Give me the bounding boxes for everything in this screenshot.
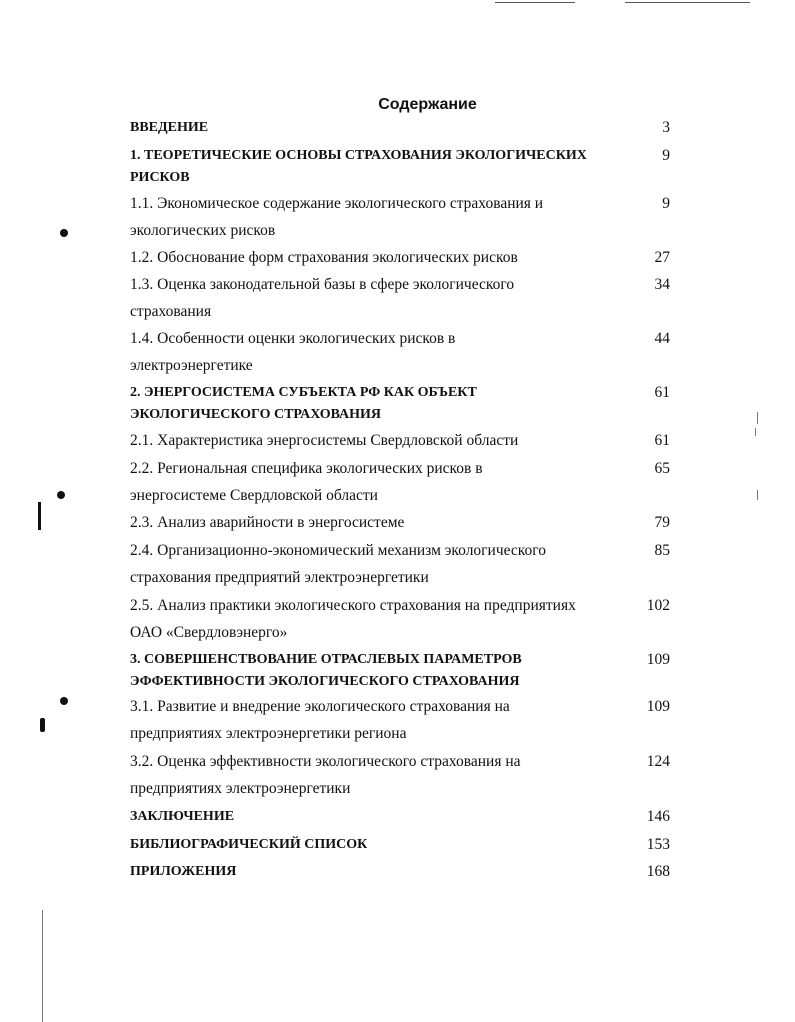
toc-entry-text: 2. ЭНЕРГОСИСТЕМА СУБЪЕКТА РФ КАК ОБЪЕКТ bbox=[130, 385, 477, 400]
toc-page-number: 34 bbox=[654, 276, 670, 293]
toc-page-number: 65 bbox=[654, 460, 670, 477]
toc-entry-text: предприятиях электроэнергетики региона bbox=[130, 725, 407, 742]
toc-page-number: 9 bbox=[662, 147, 670, 164]
toc-entry-text: страхования предприятий электроэнергетики bbox=[130, 569, 429, 586]
toc-entry-text: энергосистеме Свердловской области bbox=[130, 487, 378, 504]
toc-page-number: 27 bbox=[654, 249, 670, 266]
toc-entry-text: ЭКОЛОГИЧЕСКОГО СТРАХОВАНИЯ bbox=[130, 407, 382, 422]
toc-page-number: 61 bbox=[654, 432, 670, 449]
toc-entry-text: ПРИЛОЖЕНИЯ bbox=[130, 864, 237, 879]
toc-entry-text: ОАО «Свердловэнерго» bbox=[130, 624, 288, 641]
punch-hole-mark bbox=[57, 491, 65, 499]
toc-entry-text: 2.3. Анализ аварийности в энергосистеме bbox=[130, 514, 405, 531]
toc-entry-text: 2.5. Анализ практики экологического страхования на предприятиях bbox=[130, 597, 576, 614]
toc-entry-text: 1.2. Обоснование форм страхования экологических рисков bbox=[130, 249, 518, 266]
toc-entry-text: электроэнергетике bbox=[130, 357, 253, 374]
toc-entry-text: 1.3. Оценка законодательной базы в сфере экологического bbox=[130, 276, 515, 293]
punch-hole-mark bbox=[60, 229, 68, 237]
toc-entry-text: ВВЕДЕНИЕ bbox=[130, 120, 209, 135]
toc-entry-text: экологических рисков bbox=[130, 222, 276, 239]
scan-artifact-stroke bbox=[40, 718, 45, 732]
scan-artifact-stroke bbox=[38, 502, 41, 530]
toc-entry-text: 2.2. Региональная специфика экологических рисков в bbox=[130, 460, 483, 477]
toc-page-number: 109 bbox=[646, 698, 670, 715]
toc-page-number: 102 bbox=[646, 597, 670, 614]
scan-artifact-top-left bbox=[495, 2, 575, 3]
toc-entry-text: ЗАКЛЮЧЕНИЕ bbox=[130, 809, 235, 824]
toc-entry-text: 2.1. Характеристика энергосистемы Свердловской области bbox=[130, 432, 519, 449]
punch-hole-mark bbox=[60, 697, 68, 705]
scan-artifact-edge bbox=[42, 910, 43, 1022]
toc-entry-text: РИСКОВ bbox=[130, 170, 190, 185]
toc-page-number: 3 bbox=[662, 119, 670, 136]
toc-page-number: 109 bbox=[646, 651, 670, 668]
toc-page-number: 79 bbox=[654, 514, 670, 531]
toc-page-number: 124 bbox=[646, 753, 670, 770]
toc-entry-text: БИБЛИОГРАФИЧЕСКИЙ СПИСОК bbox=[130, 837, 368, 852]
scan-artifact-top-right bbox=[625, 2, 750, 3]
page-title: Содержание bbox=[378, 96, 477, 113]
toc-entry-text: 1.4. Особенности оценки экологических рисков в bbox=[130, 330, 456, 347]
toc-entry-text: 3. СОВЕРШЕНСТВОВАНИЕ ОТРАСЛЕВЫХ ПАРАМЕТРОВ bbox=[130, 652, 522, 667]
scan-artifact-edge bbox=[757, 412, 758, 424]
toc-entry-text: предприятиях электроэнергетики bbox=[130, 780, 351, 797]
toc-entry-text: 1. ТЕОРЕТИЧЕСКИЕ ОСНОВЫ СТРАХОВАНИЯ ЭКОЛОГИЧЕСКИХ bbox=[130, 148, 587, 163]
toc-entry-text: 1.1. Экономическое содержание экологического страхования и bbox=[130, 195, 544, 212]
scan-artifact-edge bbox=[755, 428, 756, 436]
toc-entry-text: страхования bbox=[130, 303, 212, 320]
toc-page-number: 44 bbox=[654, 330, 670, 347]
toc-page-number: 153 bbox=[646, 836, 670, 853]
toc-page-number: 61 bbox=[654, 384, 670, 401]
toc-page-number: 146 bbox=[646, 808, 670, 825]
toc-entry-text: ЭФФЕКТИВНОСТИ ЭКОЛОГИЧЕСКОГО СТРАХОВАНИЯ bbox=[130, 674, 520, 689]
toc-page-number: 168 bbox=[646, 863, 670, 880]
toc-entry-text: 2.4. Организационно-экономический механизм экологического bbox=[130, 542, 546, 559]
scan-artifact-edge bbox=[757, 490, 758, 500]
toc-page-number: 9 bbox=[662, 195, 670, 212]
toc-entry-text: 3.1. Развитие и внедрение экологического страхования на bbox=[130, 698, 510, 715]
toc-entry-text: 3.2. Оценка эффективности экологического страхования на bbox=[130, 753, 521, 770]
toc-page-number: 85 bbox=[654, 542, 670, 559]
